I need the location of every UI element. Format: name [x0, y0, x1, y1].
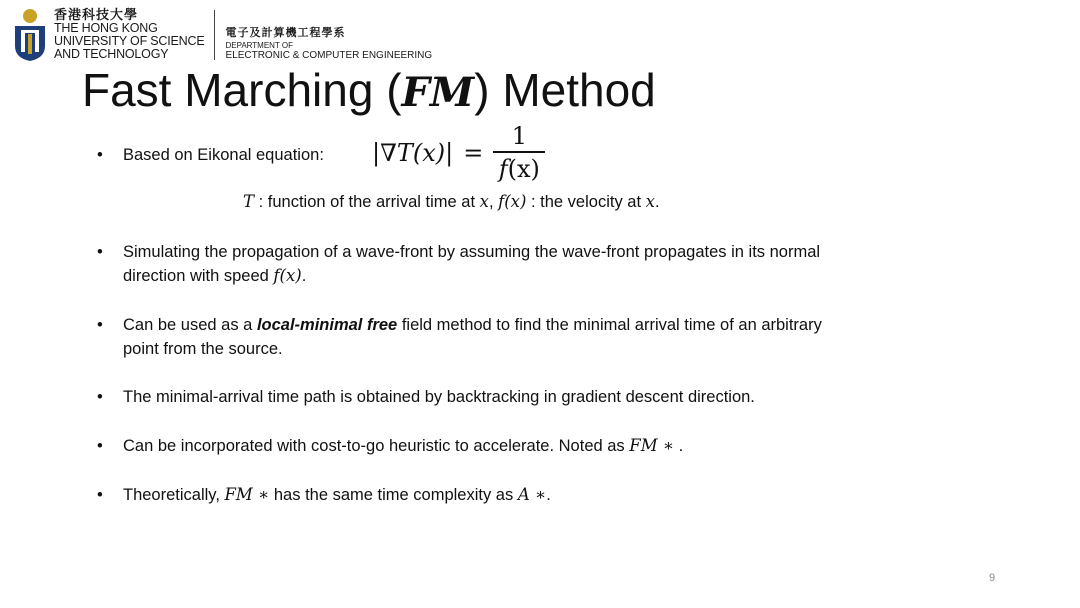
bullet-text: Theoretically, FM ∗ has the same time complexity as A ∗. — [123, 485, 551, 504]
bullet-text: Simulating the propagation of a wave-front by assuming the wave-front propagates in its normal direction with speed f(x). — [123, 243, 821, 285]
bullet-text: Based on Eikonal equation: — [123, 146, 324, 164]
university-name-zh: 香港科技大學 — [54, 7, 139, 22]
equation-fraction — [493, 121, 545, 185]
bullet-dot: • — [97, 486, 103, 504]
bullet-dot: • — [97, 243, 103, 261]
bullet-local-minimal — [97, 313, 957, 361]
bullet-dot: • — [97, 316, 103, 334]
equation-equals: = — [463, 139, 484, 167]
title-math: FM — [401, 69, 475, 116]
university-name — [54, 8, 204, 61]
fraction-denominator: f(x) — [498, 154, 540, 183]
equation-description: T : function of the arrival time at x, f(x) : the velocity at x. — [243, 192, 660, 211]
emphasis-local-minimal-free: local-minimal free — [256, 316, 398, 334]
title-prefix: Fast Marching ( — [82, 64, 402, 116]
bullet-text: Can be incorporated with cost-to-go heuristic to accelerate. Noted as FM ∗ . — [123, 436, 684, 455]
bullet-dot: • — [97, 437, 103, 455]
hkust-crest-icon — [12, 8, 48, 62]
logo-divider — [214, 10, 215, 60]
page-number: 9 — [989, 572, 996, 584]
university-name-line2: UNIVERSITY OF SCIENCE — [54, 34, 205, 48]
slide-title — [82, 62, 656, 121]
bullet-text: The minimal-arrival time path is obtained by backtracking in gradient descent direction. — [123, 388, 755, 406]
title-suffix: ) Method — [474, 64, 656, 116]
eikonal-equation — [372, 118, 545, 188]
bullet-wavefront — [97, 240, 957, 288]
bullet-backtracking — [97, 385, 957, 409]
fraction-numerator: 1 — [511, 122, 527, 151]
bullet-text: Can be used as a local-minimal free field method to find the minimal arrival time of an arbitrary point from the source. — [123, 316, 822, 358]
university-name-line1: THE HONG KONG — [54, 21, 158, 35]
bullet-heuristic — [97, 434, 957, 458]
bullet-dot: • — [97, 388, 103, 406]
department-name-line2: ELECTRONIC & COMPUTER ENGINEERING — [225, 50, 433, 61]
department-name — [225, 8, 432, 61]
department-name-line1: DEPARTMENT OF — [225, 41, 294, 50]
bullet-dot: • — [97, 146, 103, 164]
header-logos — [12, 8, 432, 66]
department-name-zh: 電子及計算機工程學系 — [225, 27, 346, 39]
university-name-line3: AND TECHNOLOGY — [54, 47, 169, 61]
bullet-complexity — [97, 483, 957, 507]
equation-lhs: |∇T(x)| — [372, 139, 454, 167]
